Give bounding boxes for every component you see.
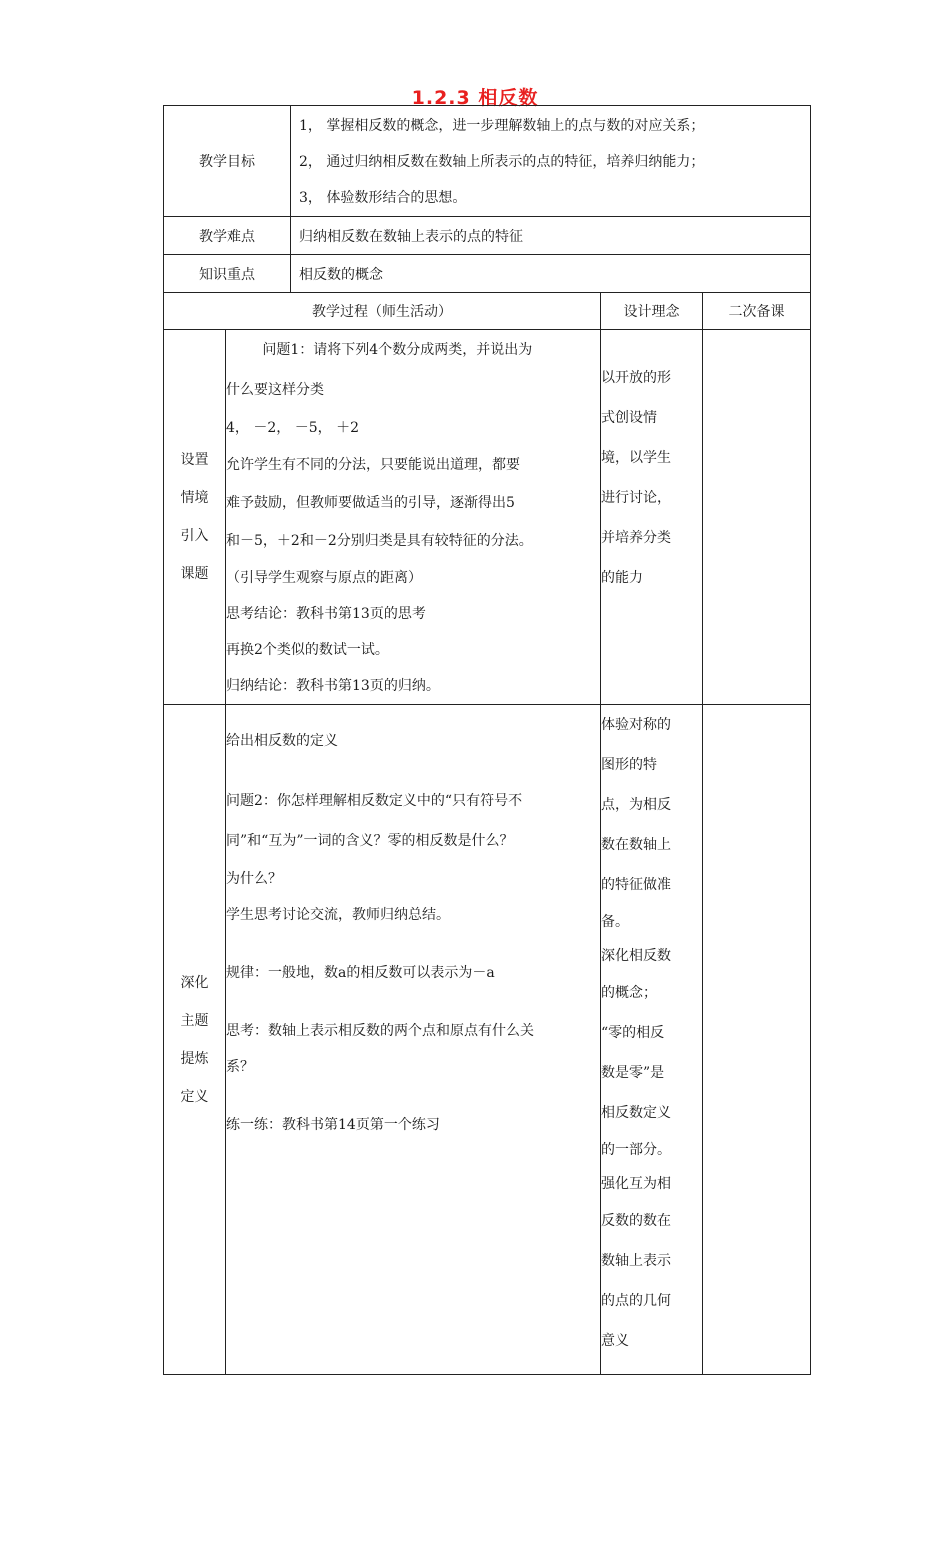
key-point-row [164,255,811,293]
section1-row [164,330,811,705]
process-line: 学生思考讨论交流，教师归纳总结。 [226,907,450,923]
objectives-content [291,106,811,217]
process-line: 练一练：教科书第14页第一个练习 [226,1117,440,1133]
design-line: 的一部分。 [601,1142,671,1158]
section1-label-line: 设置 [180,452,209,468]
process-line: 系？ [226,1059,254,1075]
process-line: 再换2个类似的数试一试。 [226,642,389,658]
process-line: 为什么？ [226,871,282,887]
lesson-plan-table [163,105,811,1375]
section2-label-line: 主题 [180,1012,209,1029]
design-line: “零的相反 [601,1025,665,1041]
process-line: 和－5，＋2和－2分别归类是具有较特征的分法。 [226,533,533,549]
design-line: 并培养分类 [601,530,671,546]
design-header: 设计理念 [601,293,703,330]
design-line: 备。 [601,914,629,930]
process-line: 给出相反数的定义 [226,733,338,749]
section2-design [601,705,703,1375]
section1-backup [703,330,811,705]
key-point-label: 知识重点 [164,255,291,293]
section2-label-line: 深化 [180,974,209,991]
design-line: 的点的几何 [601,1293,671,1309]
section2-label-line: 定义 [180,1088,209,1105]
design-line: 的能力 [601,570,643,586]
design-line: 以开放的形 [601,370,671,386]
design-line: 图形的特 [601,757,657,773]
section1-label-line: 引入 [180,528,209,544]
design-line: 的特征做准 [601,877,671,893]
design-line: 式创设情 [601,410,657,426]
design-line: 的概念； [601,985,657,1001]
design-line: 反数的数在 [601,1213,671,1229]
design-line: 数在数轴上 [601,837,671,853]
difficulty-content: 归纳相反数在数轴上表示的点的特征 [291,217,811,255]
objective-item: 1， 掌握相反数的概念，进一步理解数轴上的点与数的对应关系； [299,118,705,134]
section2-backup [703,705,811,1375]
process-line: 问题2：你怎样理解相反数定义中的“只有符号不 [226,793,523,809]
design-line: 相反数定义 [601,1105,671,1121]
process-line: 4， －2， －5， ＋2 [226,420,359,436]
design-line: 深化相反数 [601,948,671,964]
backup-header: 二次备课 [703,293,811,330]
section1-label [164,330,226,705]
process-line: 思考结论：教科书第13页的思考 [226,606,426,622]
objective-item: 2， 通过归纳相反数在数轴上所表示的点的特征，培养归纳能力； [299,154,705,170]
process-line: 难予鼓励，但教师要做适当的引导，逐渐得出5 [226,495,515,511]
difficulty-row [164,217,811,255]
key-point-content: 相反数的概念 [291,255,811,293]
section2-row [164,705,811,1375]
process-line: （引导学生观察与原点的距离） [226,570,422,586]
section1-label-line: 课题 [180,566,209,582]
process-line: 问题1：请将下列4个数分成两类，并说出为 [262,342,533,358]
section1-design [601,330,703,705]
process-header-row [164,293,811,330]
section1-label-line: 情境 [180,490,209,506]
section2-process [226,705,601,1375]
section2-label [164,705,226,1375]
process-line: 规律：一般地，数a的相反数可以表示为－a [226,965,495,981]
process-line: 思考：数轴上表示相反数的两个点和原点有什么关 [226,1023,534,1039]
design-line: 强化互为相 [601,1176,671,1192]
design-line: 体验对称的 [601,717,671,733]
process-line: 归纳结论：教科书第13页的归纳。 [226,678,440,694]
design-line: 数轴上表示 [601,1253,671,1269]
section1-process [226,330,601,705]
process-header: 教学过程（师生活动） [164,293,601,330]
objectives-label: 教学目标 [164,106,291,217]
process-line: 允许学生有不同的分法，只要能说出道理，都要 [226,457,520,473]
design-line: 境，以学生 [601,450,671,466]
design-line: 进行讨论， [601,490,671,506]
design-line: 意义 [601,1333,629,1349]
design-line: 数是零”是 [601,1065,665,1081]
objective-item: 3， 体验数形结合的思想。 [299,190,467,206]
page-title: 1.2.3 相反数 [411,87,539,109]
process-line: 同”和“互为”一词的含义？零的相反数是什么？ [226,833,514,849]
difficulty-label: 教学难点 [164,217,291,255]
design-line: 点，为相反 [601,797,671,813]
process-line: 什么要这样分类 [226,382,324,398]
section2-label-line: 提炼 [180,1050,209,1067]
objectives-row [164,106,811,217]
